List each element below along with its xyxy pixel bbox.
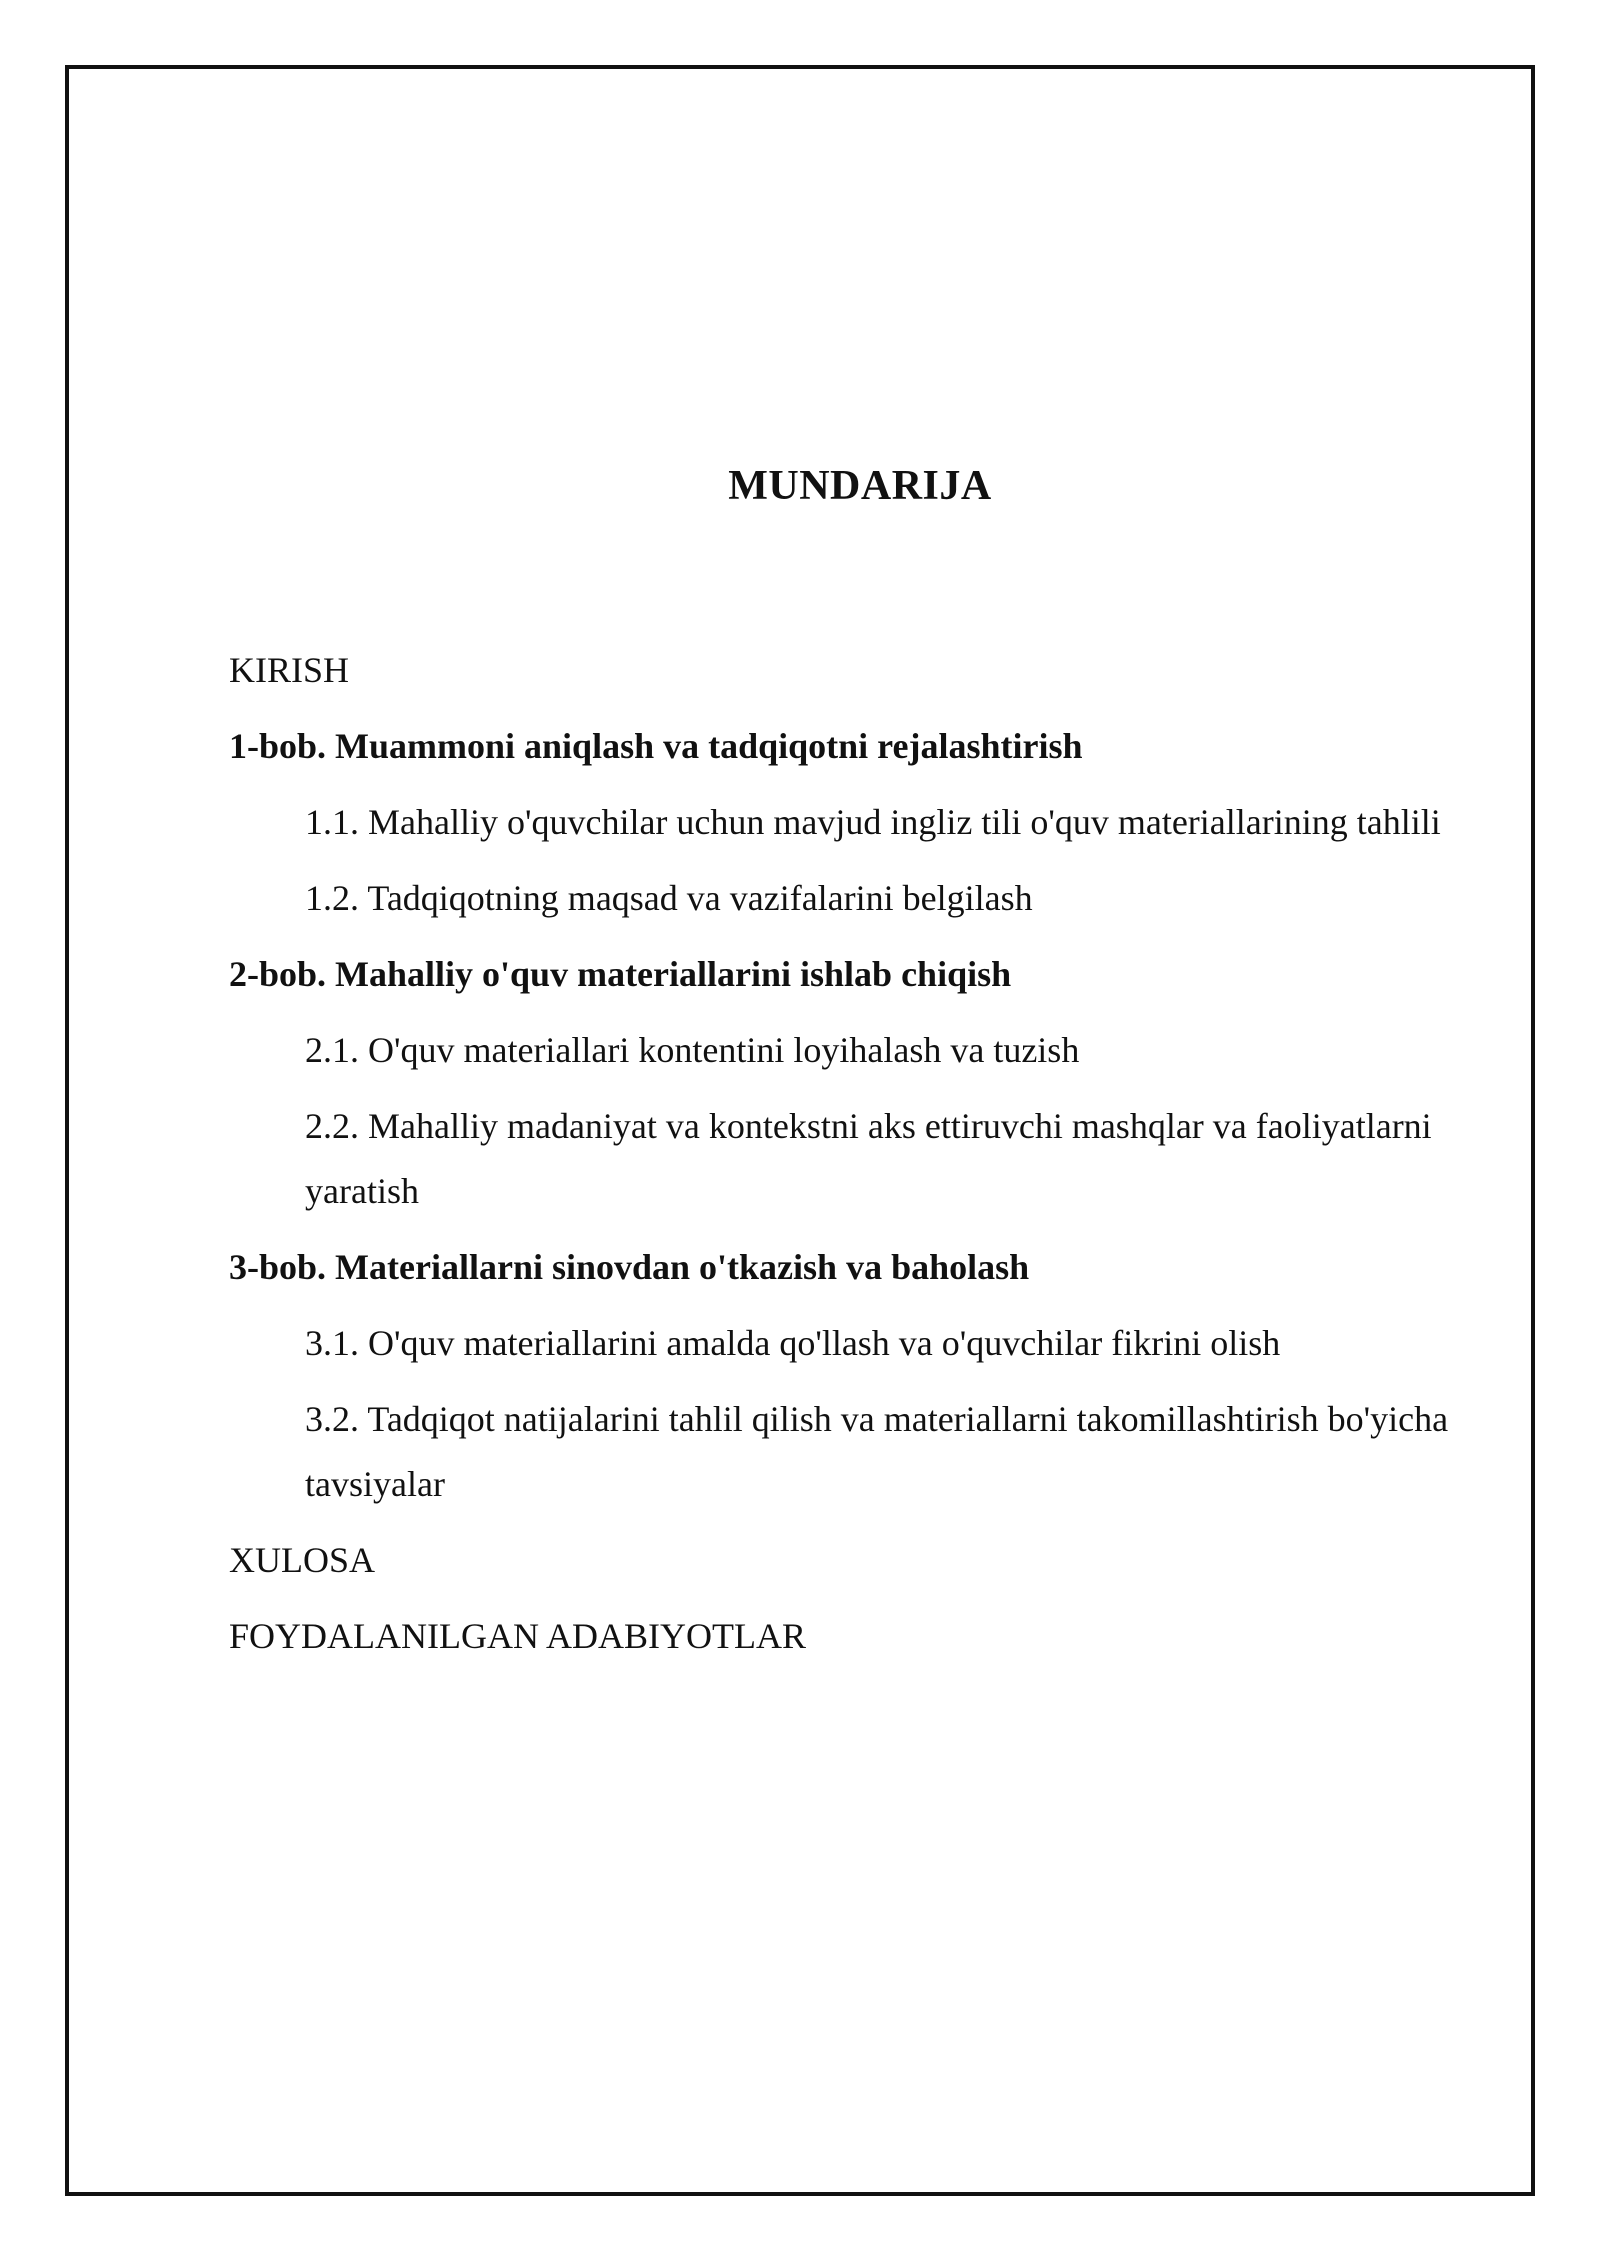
toc-section-1-1: 1.1. Mahalliy o'quvchilar uchun mavjud ingliz tili o'quv materiallarining tahlili bbox=[305, 802, 1441, 842]
toc-section-2-1: 2.1. O'quv materiallari kontentini loyihalash va tuzish bbox=[305, 1030, 1080, 1070]
page-title: MUNDARIJA bbox=[728, 463, 992, 509]
toc-section-1-2: 1.2. Tadqiqotning maqsad va vazifalarini belgilash bbox=[305, 878, 1033, 918]
table-of-contents bbox=[229, 638, 1529, 1680]
toc-section-2-2: 2.2. Mahalliy madaniyat va kontekstni aks ettiruvchi mashqlar va faoliyatlarni yaratish bbox=[305, 1106, 1432, 1211]
toc-entry-introduction: KIRISH bbox=[229, 650, 350, 690]
toc-entry-conclusion: XULOSA bbox=[229, 1540, 376, 1580]
toc-chapter-1: 1-bob. Muammoni aniqlash va tadqiqotni rejalashtirish bbox=[229, 726, 1083, 766]
toc-chapter-2: 2-bob. Mahalliy o'quv materiallarini ishlab chiqish bbox=[229, 954, 1012, 994]
toc-section-3-2: 3.2. Tadqiqot natijalarini tahlil qilish va materiallarni takomillashtirish bo'yicha tavsiyalar bbox=[305, 1399, 1449, 1504]
toc-section-3-1: 3.1. O'quv materiallarini amalda qo'llash va o'quvchilar fikrini olish bbox=[305, 1323, 1281, 1363]
toc-chapter-3: 3-bob. Materiallarni sinovdan o'tkazish va baholash bbox=[229, 1247, 1030, 1287]
toc-entry-references: FOYDALANILGAN ADABIYOTLAR bbox=[229, 1616, 806, 1656]
